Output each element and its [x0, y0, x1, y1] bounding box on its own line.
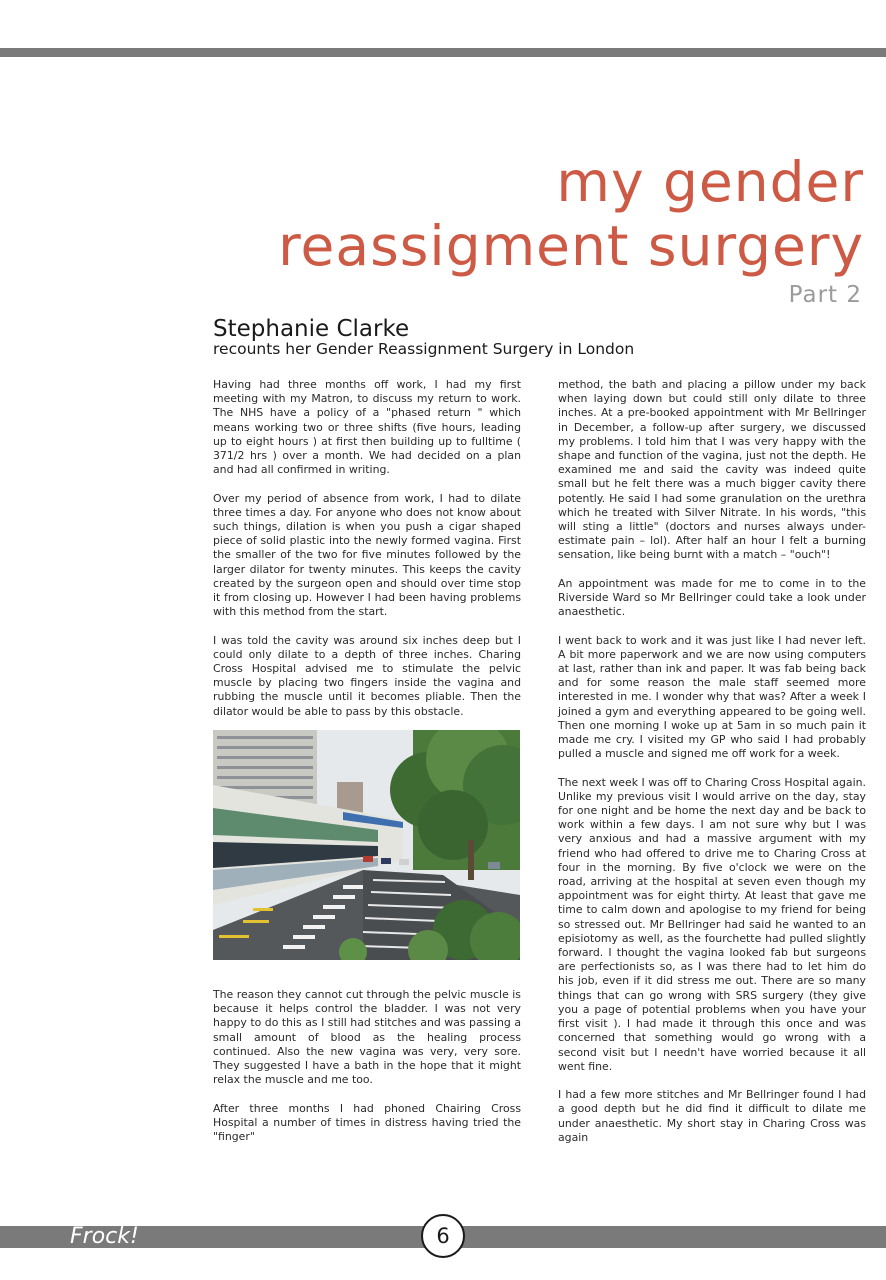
- paragraph: Having had three months off work, I had my first meeting with my Matron, to discuss my return to work. The NHS have a policy of a "phased return " which means working two or three shifts (five hours, leading up to eight hours ) at first then building up to fulltime ( 371/2 hrs ) over a month. We had decided on a plan and had all confirmed in writing.: [213, 378, 521, 477]
- paragraph: method, the bath and placing a pillow under my back when laying down but could still only dilate to three inches. At a pre-booked appointment with Mr Bellringer in December, a follow-up after surgery, we discussed my problems. I told him that I was very happy with the shape and function of the vagina, just not the depth. He examined me and said the cavity was indeed quite small but he felt there was a much bigger cavity there potently. He said I had some granulation on the urethra which he treated with Silver Nitrate. In his words, "this will sting a little" (doctors and nurses always under-estimate pain – lol). After half an hour I felt a burning sensation, like being burnt with a match – "ouch"!: [558, 378, 866, 562]
- paragraph: I went back to work and it was just like I had never left. A bit more paperwork and we are now using computers at last, rather than ink and paper. It was fab being back and for some reason the male staff seemed more interested in me. I wonder why that was? After a week I joined a gym and everything appeared to be going well. Then one morning I woke up at 5am in so much pain it made me cry. I visited my GP who said I had probably pulled a muscle and signed me off work for a week.: [558, 633, 866, 761]
- author-name: Stephanie Clarke: [213, 316, 410, 342]
- hospital-photo: [213, 730, 520, 960]
- right-column: [558, 378, 866, 1159]
- magazine-brand: Frock!: [70, 1224, 139, 1249]
- left-column-top: [213, 378, 521, 733]
- paragraph: The reason they cannot cut through the pelvic muscle is because it helps control the bladder. I was not very happy to do this as I still had stitches and was passing a small amount of blood as the healing process continued. Also the new vagina was very, very sore. They suggested I have a bath in the hope that it might relax the muscle and me too.: [213, 988, 521, 1087]
- article-title: [278, 150, 864, 278]
- hospital-photo-illustration: [213, 730, 520, 960]
- paragraph: I was told the cavity was around six inches deep but I could only dilate to a depth of three inches. Charing Cross Hospital advised me to stimulate the pelvic muscle by placing two fingers inside the vagina and rubbing the muscle until it becomes pliable. Then the dilator would be able to pass by this obstacle.: [213, 633, 521, 718]
- paragraph: An appointment was made for me to come in to the Riverside Ward so Mr Bellringer could take a look under anaesthetic.: [558, 576, 866, 619]
- article-title-line-2: reassigment surgery: [278, 214, 864, 278]
- page-number: 6: [436, 1224, 450, 1248]
- paragraph: I had a few more stitches and Mr Bellringer found I had a good depth but he did find it difficult to dilate me under anaesthetic. My short stay in Charing Cross was again: [558, 1088, 866, 1144]
- paragraph: Over my period of absence from work, I had to dilate three times a day. For anyone who does not know about such things, dilation is when you push a cigar shaped piece of solid plastic into the newly formed vagina. First the smaller of the two for five minutes followed by the larger dilator for twenty minutes. This keeps the cavity created by the surgeon open and should over time stop it from closing up. However I had been having problems with this method from the start.: [213, 491, 521, 619]
- article-subtitle: recounts her Gender Reassignment Surgery in London: [213, 340, 635, 358]
- paragraph: The next week I was off to Charing Cross Hospital again. Unlike my previous visit I would arrive on the day, stay for one night and be home the next day and be back to work within a few days. I am not sure why but I was very anxious and had a massive argument with my friend who had offered to drive me to Charing Cross at four in the morning. By five o'clock we were on the road, arriving at the hospital at seven even though my appointment was for eight thirty. At least that gave me time to calm down and apologise to my friend for being so stressed out. Mr Bellringer had said he wanted to an episiotomy as well, as the fourchette had pulled slightly forward. I thought the vagina looked fab but surgeons are perfectionists so, as I was there had to let him do his job, even if it did stress me out. There are so many things that can go wrong with SRS surgery (they give you a page of potential problems when you have your first visit ). I had made it through this once and was concerned that something would go wrong with a second visit but I needn't have worried because it all went fine.: [558, 775, 866, 1073]
- top-rule: [0, 48, 886, 57]
- article-title-line-1: my gender: [556, 150, 864, 214]
- part-label: Part 2: [788, 282, 862, 308]
- paragraph: After three months I had phoned Chairing Cross Hospital a number of times in distress having tried the "finger": [213, 1101, 521, 1144]
- left-column-bottom: [213, 988, 521, 1158]
